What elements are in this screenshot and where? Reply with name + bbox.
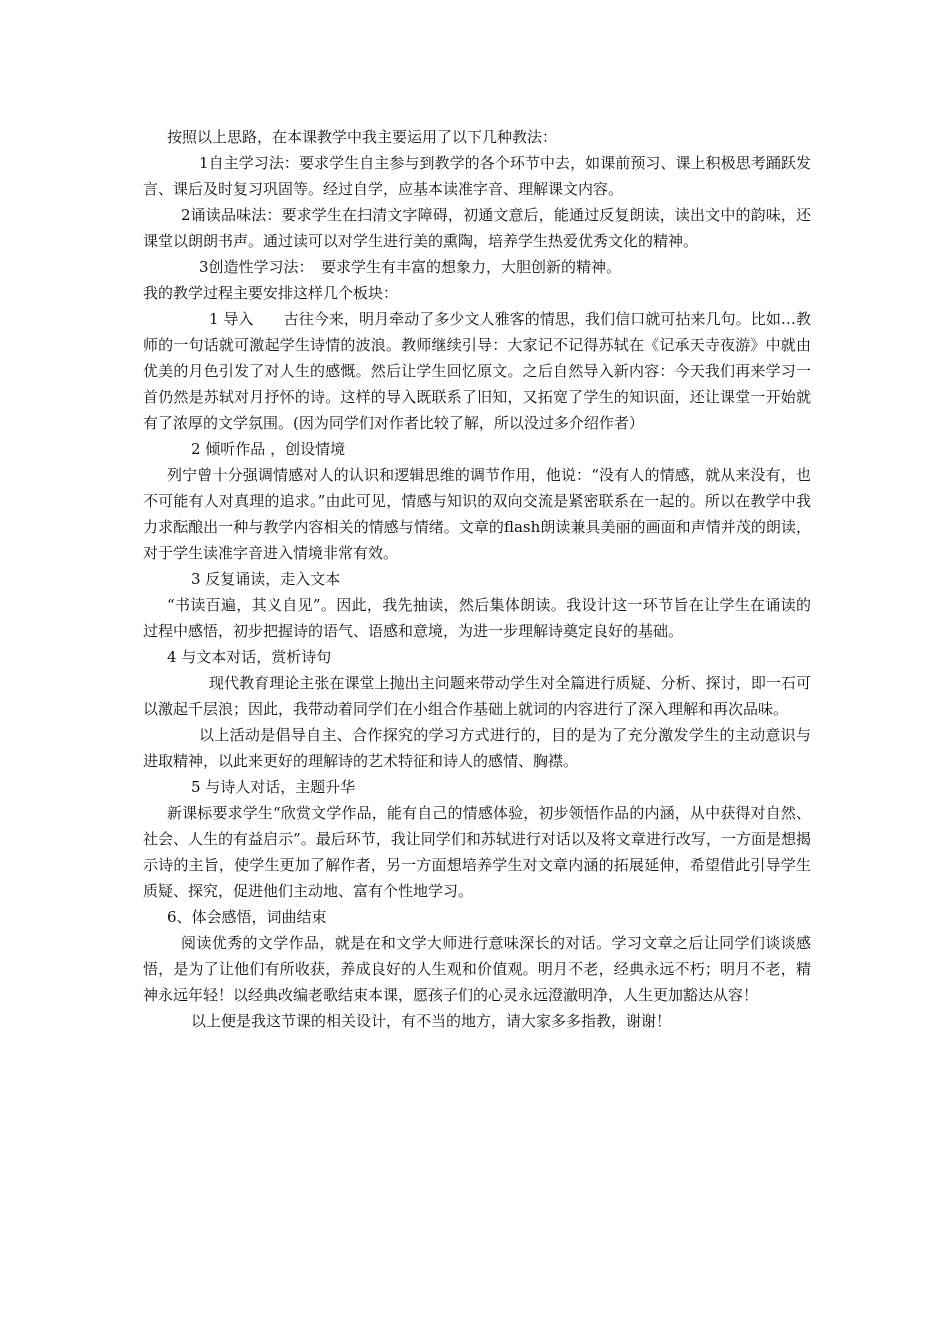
section-heading-5: 5 与诗人对话，主题升华 — [191, 778, 356, 796]
section-heading-2: 2 倾听作品 ，创设情境 — [191, 440, 346, 458]
paragraph-method-self-study: 1自主学习法：要求学生自主参与到教学的各个环节中去，如课前预习、课上积极思考踊跃发言、课后及时复习巩固等。经过自学，应基本读准字音、理解课文内容。 — [143, 154, 811, 198]
paragraph-method-recitation: 2诵读品味法：要求学生在扫清文字障碍，初通文意后，能通过反复朗读，读出文中的韵味，还课堂以朗朗书声。通过读可以对学生进行美的熏陶，培养学生热爱优秀文化的精神。 — [143, 206, 811, 250]
section-heading-6: 6、体会感悟，词曲结束 — [167, 908, 327, 926]
paragraph-process-intro: 我的教学过程主要安排这样几个板块： — [143, 284, 399, 302]
paragraph-section-1-introduction: 1 导入 古往今来，明月牵动了多少文人雅客的情思，我们信口就可拈来几句。比如…教师的一句话就可激起学生诗情的波浪。教师继续引导：大家记不记得苏轼在《记承天寺夜游》中就由优美的月色引发了对人生的感慨。然后让学生回忆原文。之后自然导入新内容：今天我们再来学习一首仍然是苏轼对月抒怀的诗。这样的导入既联系了旧知，又拓宽了学生的知识面，还让课堂一开始就有了浓厚的文学氛围。(因为同学们对作者比较了解，所以没过多介绍作者） — [143, 310, 811, 432]
paragraph-teaching-methods-intro: 按照以上思路，在本课教学中我主要运用了以下几种教法： — [167, 128, 558, 146]
paragraph-method-creative: 3创造性学习法： 要求学生有丰富的想象力，大胆创新的精神。 — [199, 258, 622, 276]
paragraph-activity-summary: 以上活动是倡导自主、合作探究的学习方式进行的，目的是为了充分激发学生的主动意识与进取精神，以此来更好的理解诗的艺术特征和诗人的感情、胸襟。 — [143, 726, 811, 770]
paragraph-section-2: 列宁曾十分强调情感对人的认识和逻辑思维的调节作用，他说：“没有人的情感，就从来没有，也不可能有人对真理的追求。”由此可见，情感与知识的双向交流是紧密联系在一起的。所以在教学中我力求酝酿出一种与教学内容相关的情感与情绪。文章的flash朗读兼具美丽的画面和声情并茂的朗读，对于学生读准字音进入情境非常有效。 — [143, 466, 811, 562]
document-body — [143, 124, 811, 1034]
section-heading-4: 4 与文本对话，赏析诗句 — [167, 648, 332, 666]
paragraph-section-3: “书读百遍，其义自见”。因此，我先抽读，然后集体朗读。我设计这一环节旨在让学生在诵读的过程中感悟，初步把握诗的语气、语感和意境，为进一步理解诗奠定良好的基础。 — [143, 596, 811, 640]
paragraph-section-5: 新课标要求学生“欣赏文学作品，能有自己的情感体验，初步领悟作品的内涵，从中获得对自然、社会、人生的有益启示”。最后环节，我让同学们和苏轼进行对话以及将文章进行改写，一方面是想揭示诗的主旨，使学生更加了解作者，另一方面想培养学生对文章内涵的拓展延伸，希望借此引导学生质疑、探究，促进他们主动地、富有个性地学习。 — [143, 804, 811, 900]
paragraph-section-4: 现代教育理论主张在课堂上抛出主问题来带动学生对全篇进行质疑、分析、探讨，即一石可以激起千层浪；因此，我带动着同学们在小组合作基础上就词的内容进行了深入理解和再次品味。 — [143, 674, 811, 718]
section-heading-3: 3 反复诵读，走入文本 — [191, 570, 341, 588]
paragraph-closing: 以上便是我这节课的相关设计，有不当的地方，请大家多多指教，谢谢！ — [191, 1012, 672, 1030]
paragraph-section-6: 阅读优秀的文学作品，就是在和文学大师进行意味深长的对话。学习文章之后让同学们谈谈感悟，是为了让他们有所收获，养成良好的人生观和价值观。明月不老，经典永远不朽；明月不老，精神永远年轻！以经典改编老歌结束本课，愿孩子们的心灵永远澄澈明净，人生更加豁达从容！ — [143, 934, 811, 1004]
